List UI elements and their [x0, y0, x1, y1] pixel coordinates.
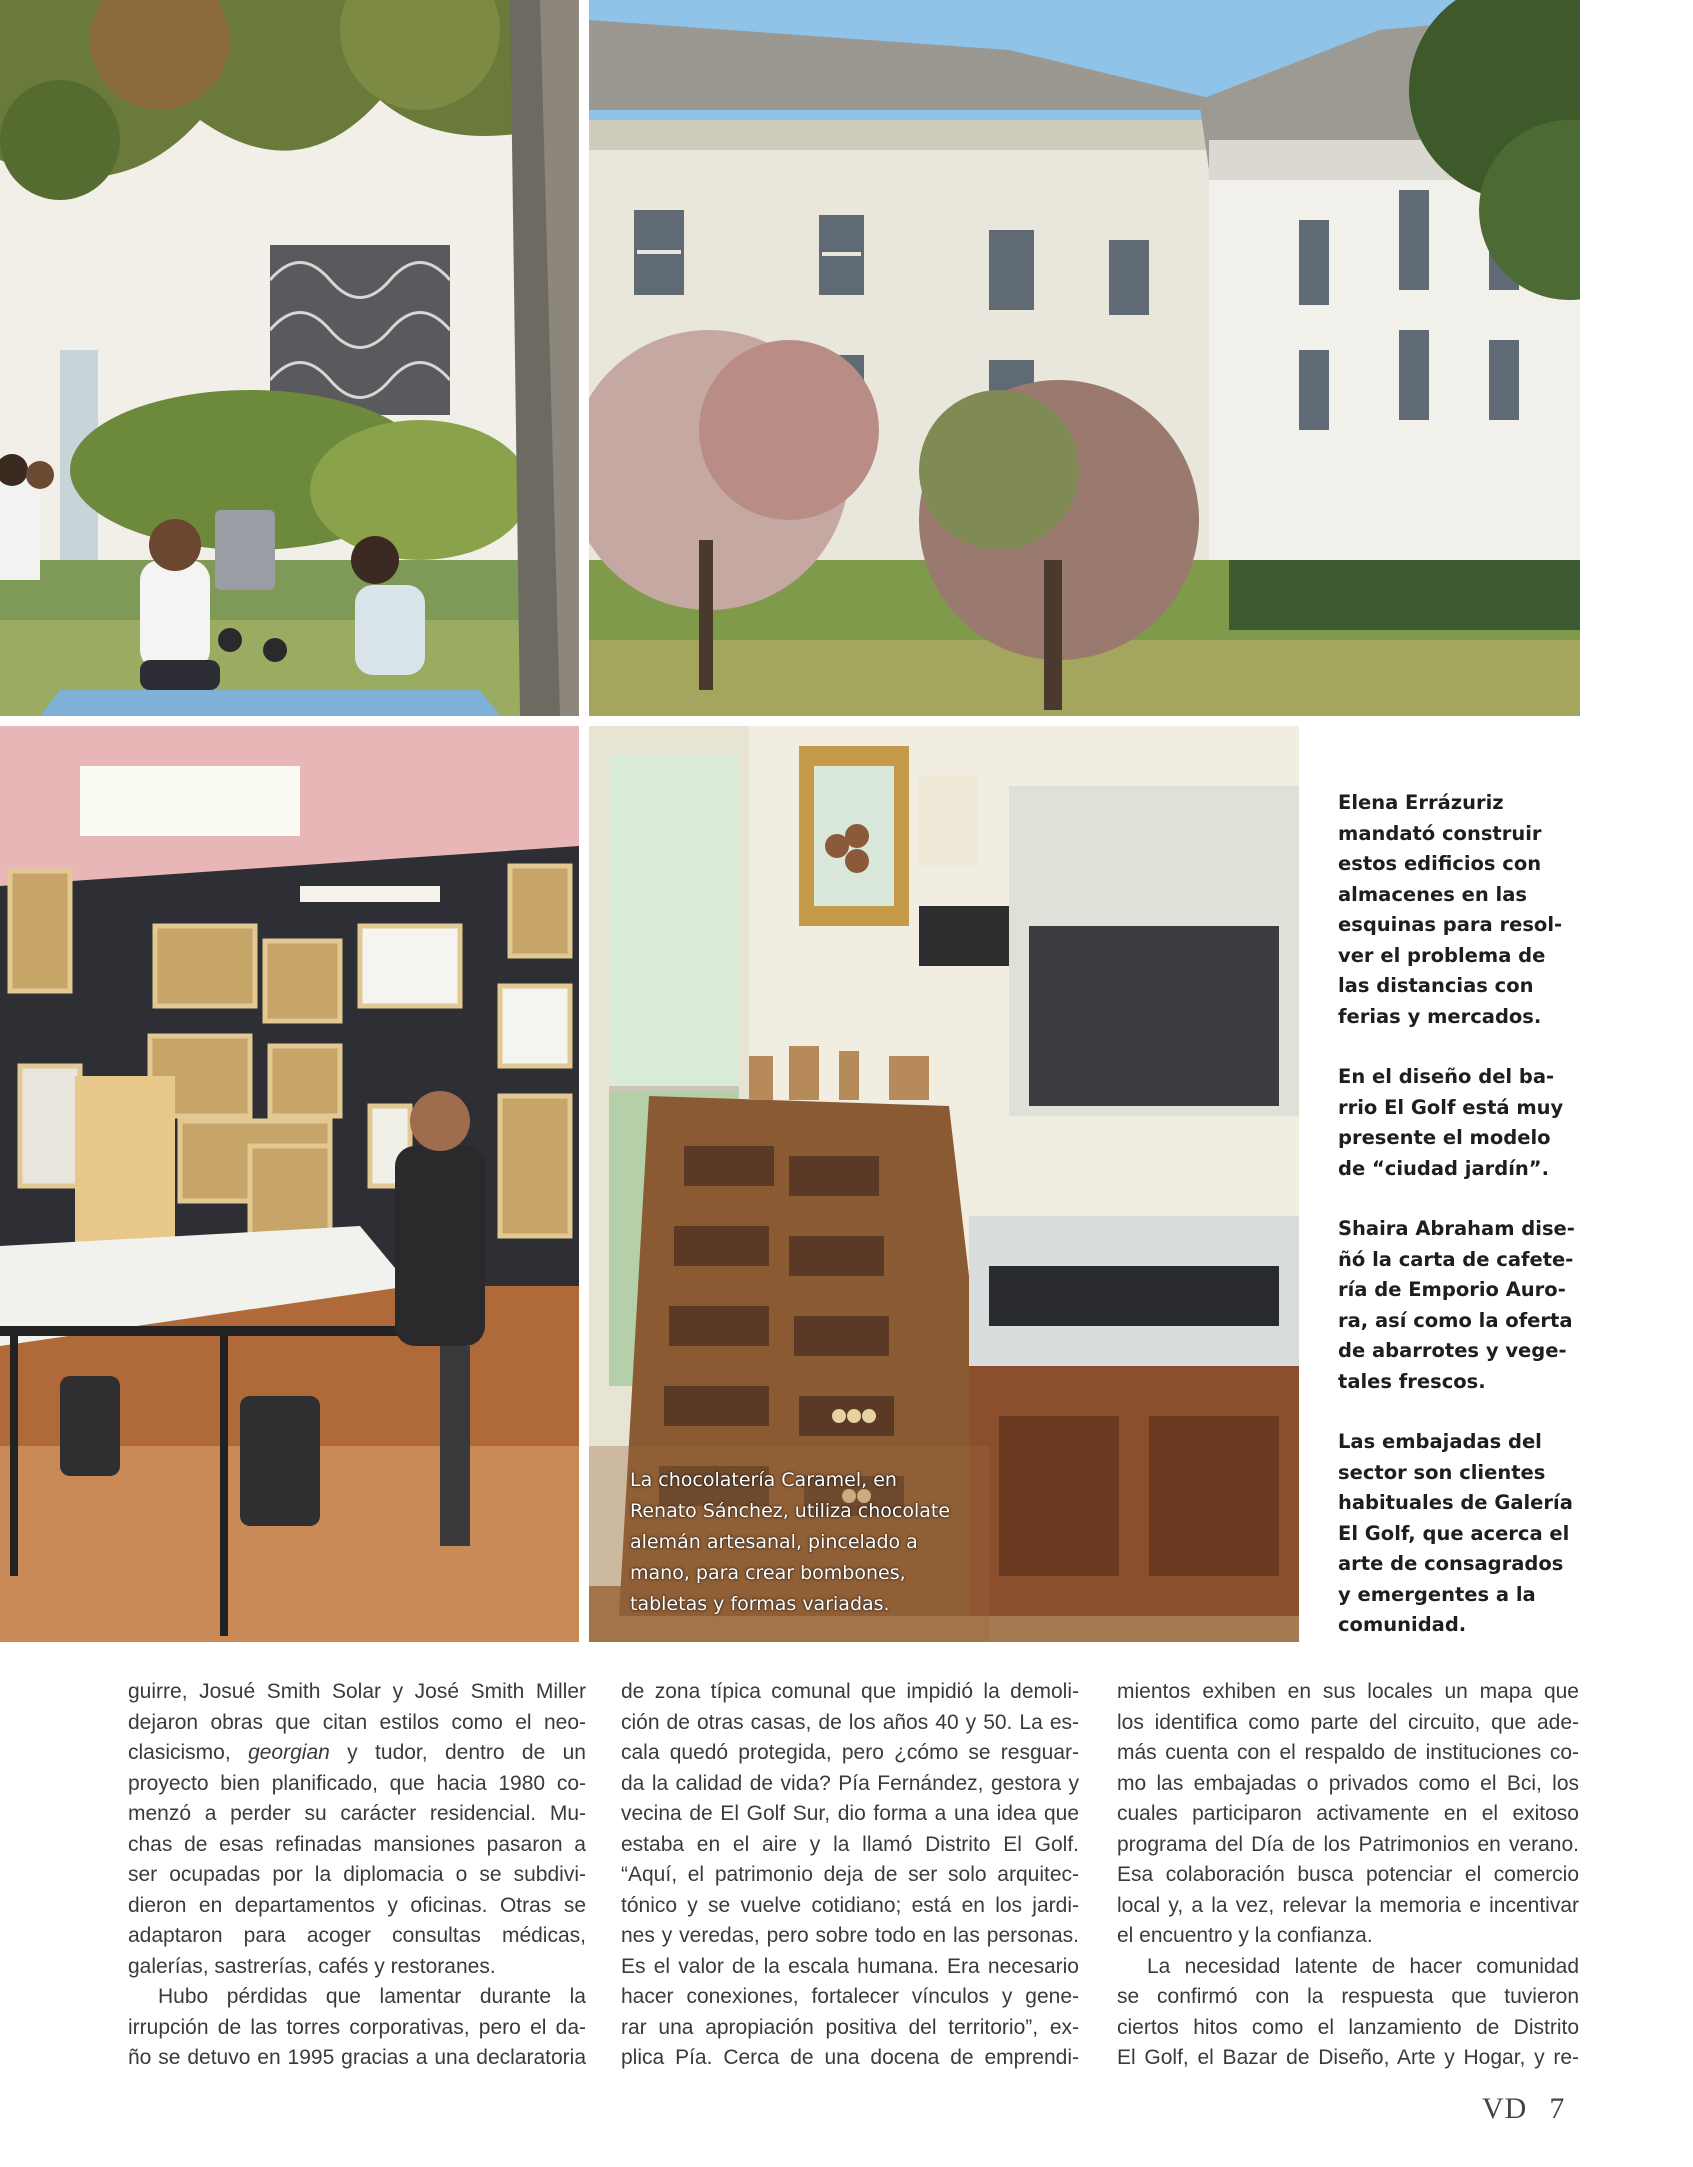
caption-line: mandató construir — [1338, 821, 1542, 845]
page-number: 7 — [1549, 2092, 1565, 2125]
caption-line: de “ciudad jardín”. — [1338, 1156, 1549, 1180]
body-line: rar una apropiación positiva del territorio”, ex- — [621, 2015, 1079, 2039]
art-gallery-photo — [0, 726, 579, 1642]
body-line: plica Pía. Cerca de una docena de emprendi- — [621, 2046, 1079, 2069]
caption-line: ría de Emporio Auro- — [1338, 1278, 1566, 1301]
body-line: da la calidad de vida? Pía Fernández, gestora y — [621, 1771, 1079, 1795]
gallery-photo-art — [0, 726, 579, 1642]
side-caption-galeria — [1338, 1427, 1588, 1641]
mansion-photo — [589, 0, 1580, 716]
page-folio — [1482, 2092, 1564, 2126]
caption-line: habituales de Galería — [1338, 1491, 1573, 1514]
body-column-1 — [128, 1677, 586, 2074]
body-line: dieron en departamentos y oficinas. Otras se — [128, 1893, 586, 1917]
caption-line: presente el modelo — [1338, 1126, 1551, 1149]
body-line: cuales participaron activamente en el exitoso — [1117, 1802, 1579, 1825]
body-line: mientos exhiben en sus locales un mapa que — [1117, 1680, 1579, 1703]
body-line: los identifica como parte del circuito, que ade- — [1117, 1710, 1579, 1734]
body-line: menzó a perder su carácter residencial. Mu- — [128, 1802, 586, 1825]
body-line: hacer conexiones, fortalecer vínculos y gene- — [621, 1985, 1079, 2008]
body-line: galerías, sastrerías, cafés y restoranes. — [128, 1954, 496, 1978]
body-line: programa del Día de los Patrimonios en verano. — [1117, 1832, 1579, 1856]
caption-line: almacenes en las — [1338, 882, 1527, 906]
body-line: chas de esas refinadas mansiones pasaron a — [128, 1832, 586, 1856]
body-line: nes y veredas, pero sobre todo en las personas. — [621, 1924, 1079, 1947]
caption-line: estos edificios con — [1338, 852, 1542, 875]
body-line: local y, a la vez, relevar la memoria e incentivar — [1117, 1893, 1579, 1917]
park-photo-art — [0, 0, 579, 716]
park-picnic-photo — [0, 0, 579, 716]
caption-line: ferias y mercados. — [1338, 1004, 1542, 1028]
caption-line: mano, para crear bombones, — [630, 1562, 906, 1584]
body-line: irrupción de las torres corporativas, pero el da- — [128, 2015, 586, 2039]
italic-term: georgian — [248, 1741, 330, 1764]
body-line: proyecto bien planificado, que hacia 1980 co- — [128, 1771, 586, 1795]
caption-line: de abarrotes y vege- — [1338, 1339, 1567, 1362]
caption-line: La chocolatería Caramel, en — [630, 1469, 897, 1491]
side-caption-ciudad-jardin — [1338, 1062, 1588, 1184]
body-line: mo las embajadas o privados como el Bci, los — [1117, 1771, 1579, 1795]
caption-line: ra, así como la oferta — [1338, 1308, 1573, 1332]
body-line: estaba en el aire y la llamó Distrito El Golf. — [621, 1832, 1079, 1856]
body-line: el encuentro y la confianza. — [1117, 1924, 1373, 1947]
body-line: La necesidad latente de hacer comunidad — [1147, 1954, 1579, 1978]
mansion-photo-art — [589, 0, 1580, 716]
caption-line: alemán artesanal, pincelado a — [630, 1531, 918, 1553]
body-line: Esa colaboración busca potenciar el comercio — [1117, 1863, 1579, 1886]
caption-line: tales frescos. — [1338, 1369, 1486, 1393]
body-line: vecina de El Golf Sur, dio forma a una idea que — [621, 1802, 1079, 1825]
body-line: ser ocupadas por la diplomacia o se subdivi- — [128, 1863, 586, 1886]
caption-line: tabletas y formas variadas. — [630, 1593, 890, 1615]
body-line: más cuenta con el respaldo de instituciones co- — [1117, 1741, 1579, 1764]
caption-line: En el diseño del ba- — [1338, 1065, 1555, 1088]
side-captions — [1338, 788, 1588, 1671]
caption-line: ver el problema de — [1338, 943, 1546, 967]
body-column-2 — [621, 1677, 1079, 2074]
caption-line: Las embajadas del — [1338, 1430, 1542, 1453]
caption-line: las distancias con — [1338, 974, 1534, 997]
caption-line: Shaira Abraham dise- — [1338, 1217, 1575, 1240]
body-line: clasicismo, georgian y tudor, dentro de un — [128, 1741, 586, 1764]
body-line: de zona típica comunal que impidió la demoli- — [621, 1680, 1079, 1703]
body-line: se confirmó con la respuesta que tuvieron — [1117, 1985, 1579, 2008]
body-line: Hubo pérdidas que lamentar durante la — [158, 1985, 586, 2008]
side-caption-errazuriz — [1338, 788, 1588, 1032]
caption-line: comunidad. — [1338, 1613, 1467, 1636]
body-line: dejaron obras que citan estilos como el neo- — [128, 1710, 586, 1734]
caption-line: ñó la carta de cafete- — [1338, 1247, 1574, 1271]
caption-line: rrio El Golf está muy — [1338, 1095, 1564, 1119]
body-line: ción de otras casas, de los años 40 y 50. La es- — [621, 1710, 1079, 1734]
body-line: cala quedó protegida, pero ¿cómo se resguar- — [621, 1741, 1079, 1764]
body-line: El Golf, el Bazar de Diseño, Arte y Hogar, y re- — [1117, 2046, 1579, 2069]
body-line: adaptaron para acoger consultas médicas, — [128, 1924, 586, 1947]
body-line: ño se detuvo en 1995 gracias a una declaratoria — [128, 2046, 586, 2069]
side-caption-emporio-aurora — [1338, 1214, 1588, 1397]
caption-line: esquinas para resol- — [1338, 913, 1563, 936]
body-line: Es el valor de la escala humana. Era necesario — [621, 1954, 1079, 1978]
body-line: “Aquí, el patrimonio deja de ser solo arquitec- — [621, 1863, 1079, 1886]
caption-line: El Golf, que acerca el — [1338, 1521, 1570, 1545]
body-line: ciertos hitos como el lanzamiento de Distrito — [1117, 2015, 1579, 2039]
caption-line: arte de consagrados — [1338, 1552, 1564, 1575]
caption-line: y emergentes a la — [1338, 1582, 1536, 1606]
body-line: tónico y se vuelve cotidiano; está en los jardi- — [621, 1893, 1079, 1917]
body-line: guirre, Josué Smith Solar y José Smith Miller — [128, 1680, 586, 1703]
caption-line: Elena Errázuriz — [1338, 791, 1504, 814]
chocolate-shop-caption — [630, 1465, 1000, 1620]
caption-line: sector son clientes — [1338, 1460, 1546, 1484]
magazine-logo: VD — [1482, 2092, 1528, 2125]
caption-line: Renato Sánchez, utiliza chocolate — [630, 1500, 951, 1522]
body-column-3 — [1117, 1677, 1579, 2074]
